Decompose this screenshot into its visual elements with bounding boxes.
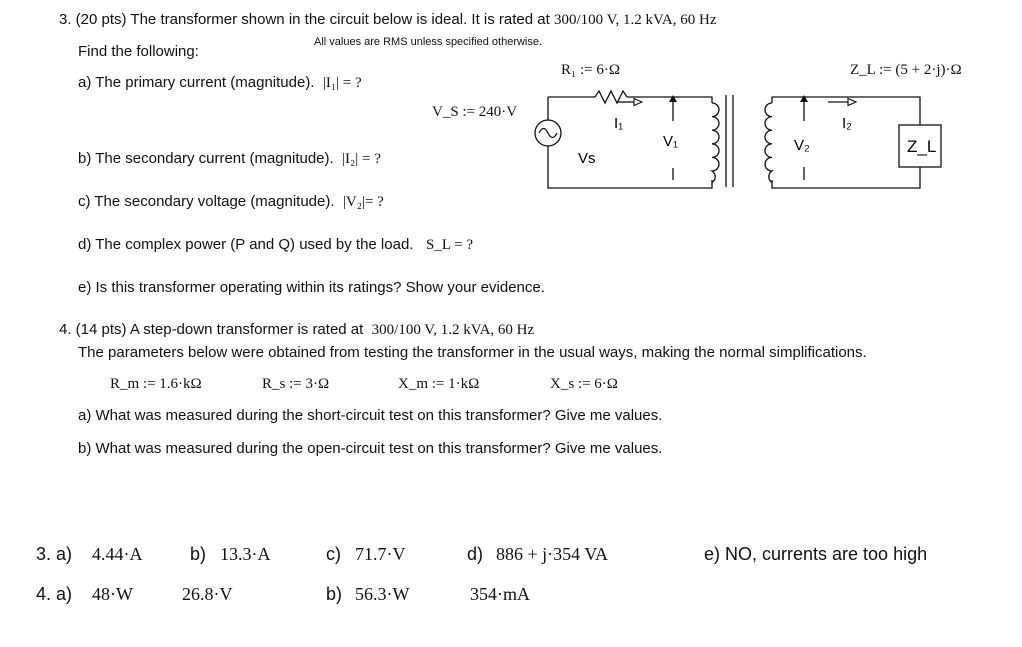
ans-3-label: 3. a) (36, 544, 73, 564)
ans-4b-label: b) (326, 584, 343, 604)
ans-3c: 71.7·V (355, 544, 406, 564)
q3-find: Find the following: (78, 43, 199, 60)
q3-part-b: b) The secondary current (magnitude). |I₂| = ? (78, 150, 381, 167)
transformer-core (726, 95, 733, 187)
vs-def: V_S := 240·V (432, 104, 518, 120)
resistor-r1 (595, 91, 627, 103)
ans-4-label: 4. a) (36, 584, 73, 604)
param-xs: X_s := 6·Ω (550, 376, 618, 392)
param-rs: R_s := 3·Ω (262, 376, 330, 392)
q3-part-a: a) The primary current (magnitude). |I₁| = ? (78, 74, 362, 91)
label-zl: Z_L (907, 137, 937, 156)
ans-3e: e) NO, currents are too high (704, 544, 928, 564)
ans-4b1: 56.3·W (355, 584, 410, 604)
ans-3a: 4.44·A (92, 544, 143, 564)
label-vs: Vs (578, 150, 596, 167)
rms-note: All values are RMS unless specified otherwise. (314, 36, 543, 48)
q3-part-d: d) The complex power (P and Q) used by the load. S_L = ? (78, 236, 474, 253)
primary-coil (712, 103, 719, 182)
ans-4a1: 48·W (92, 584, 133, 604)
label-v2: V₂ (794, 137, 810, 154)
q4-part-a: a) What was measured during the short-circuit test on this transformer? Give me values. (78, 407, 663, 424)
ans-4b2: 354·mA (470, 584, 530, 604)
label-i1: I₁ (614, 115, 624, 132)
label-v1: V₁ (663, 133, 679, 150)
param-xm: X_m := 1·kΩ (398, 376, 480, 392)
ans-3c-label: c) (326, 544, 341, 564)
q4-header: 4. (14 pts) A step-down transformer is rated at 300/100 V, 1.2 kVA, 60 Hz (59, 321, 535, 338)
ans-3b-label: b) (190, 544, 207, 564)
q3-part-c: c) The secondary voltage (magnitude). |V₂|= ? (78, 193, 384, 210)
secondary-coil (765, 103, 772, 182)
q3-header: 3. (20 pts) The transformer shown in the circuit below is ideal. It is rated at 300/100 V, 1.2 kVA, 60 Hz (59, 11, 717, 28)
ans-3b: 13.3·A (220, 544, 271, 564)
q4-part-b: b) What was measured during the open-circuit test on this transformer? Give me values. (78, 440, 663, 457)
zl-def: Z_L := (5 + 2·j)·Ω (850, 62, 962, 78)
q4-line2: The parameters below were obtained from testing the transformer in the usual ways, making the normal simplifications. (78, 344, 867, 361)
param-rm: R_m := 1.6·kΩ (110, 376, 202, 392)
ans-3d: 886 + j·354 VA (496, 544, 608, 564)
label-i2: I₂ (842, 115, 852, 132)
ans-4a2: 26.8·V (182, 584, 233, 604)
ans-3d-label: d) (467, 544, 484, 564)
r1-def: R₁ := 6·Ω (561, 62, 621, 78)
q3-part-e: e) Is this transformer operating within its ratings? Show your evidence. (78, 279, 545, 296)
